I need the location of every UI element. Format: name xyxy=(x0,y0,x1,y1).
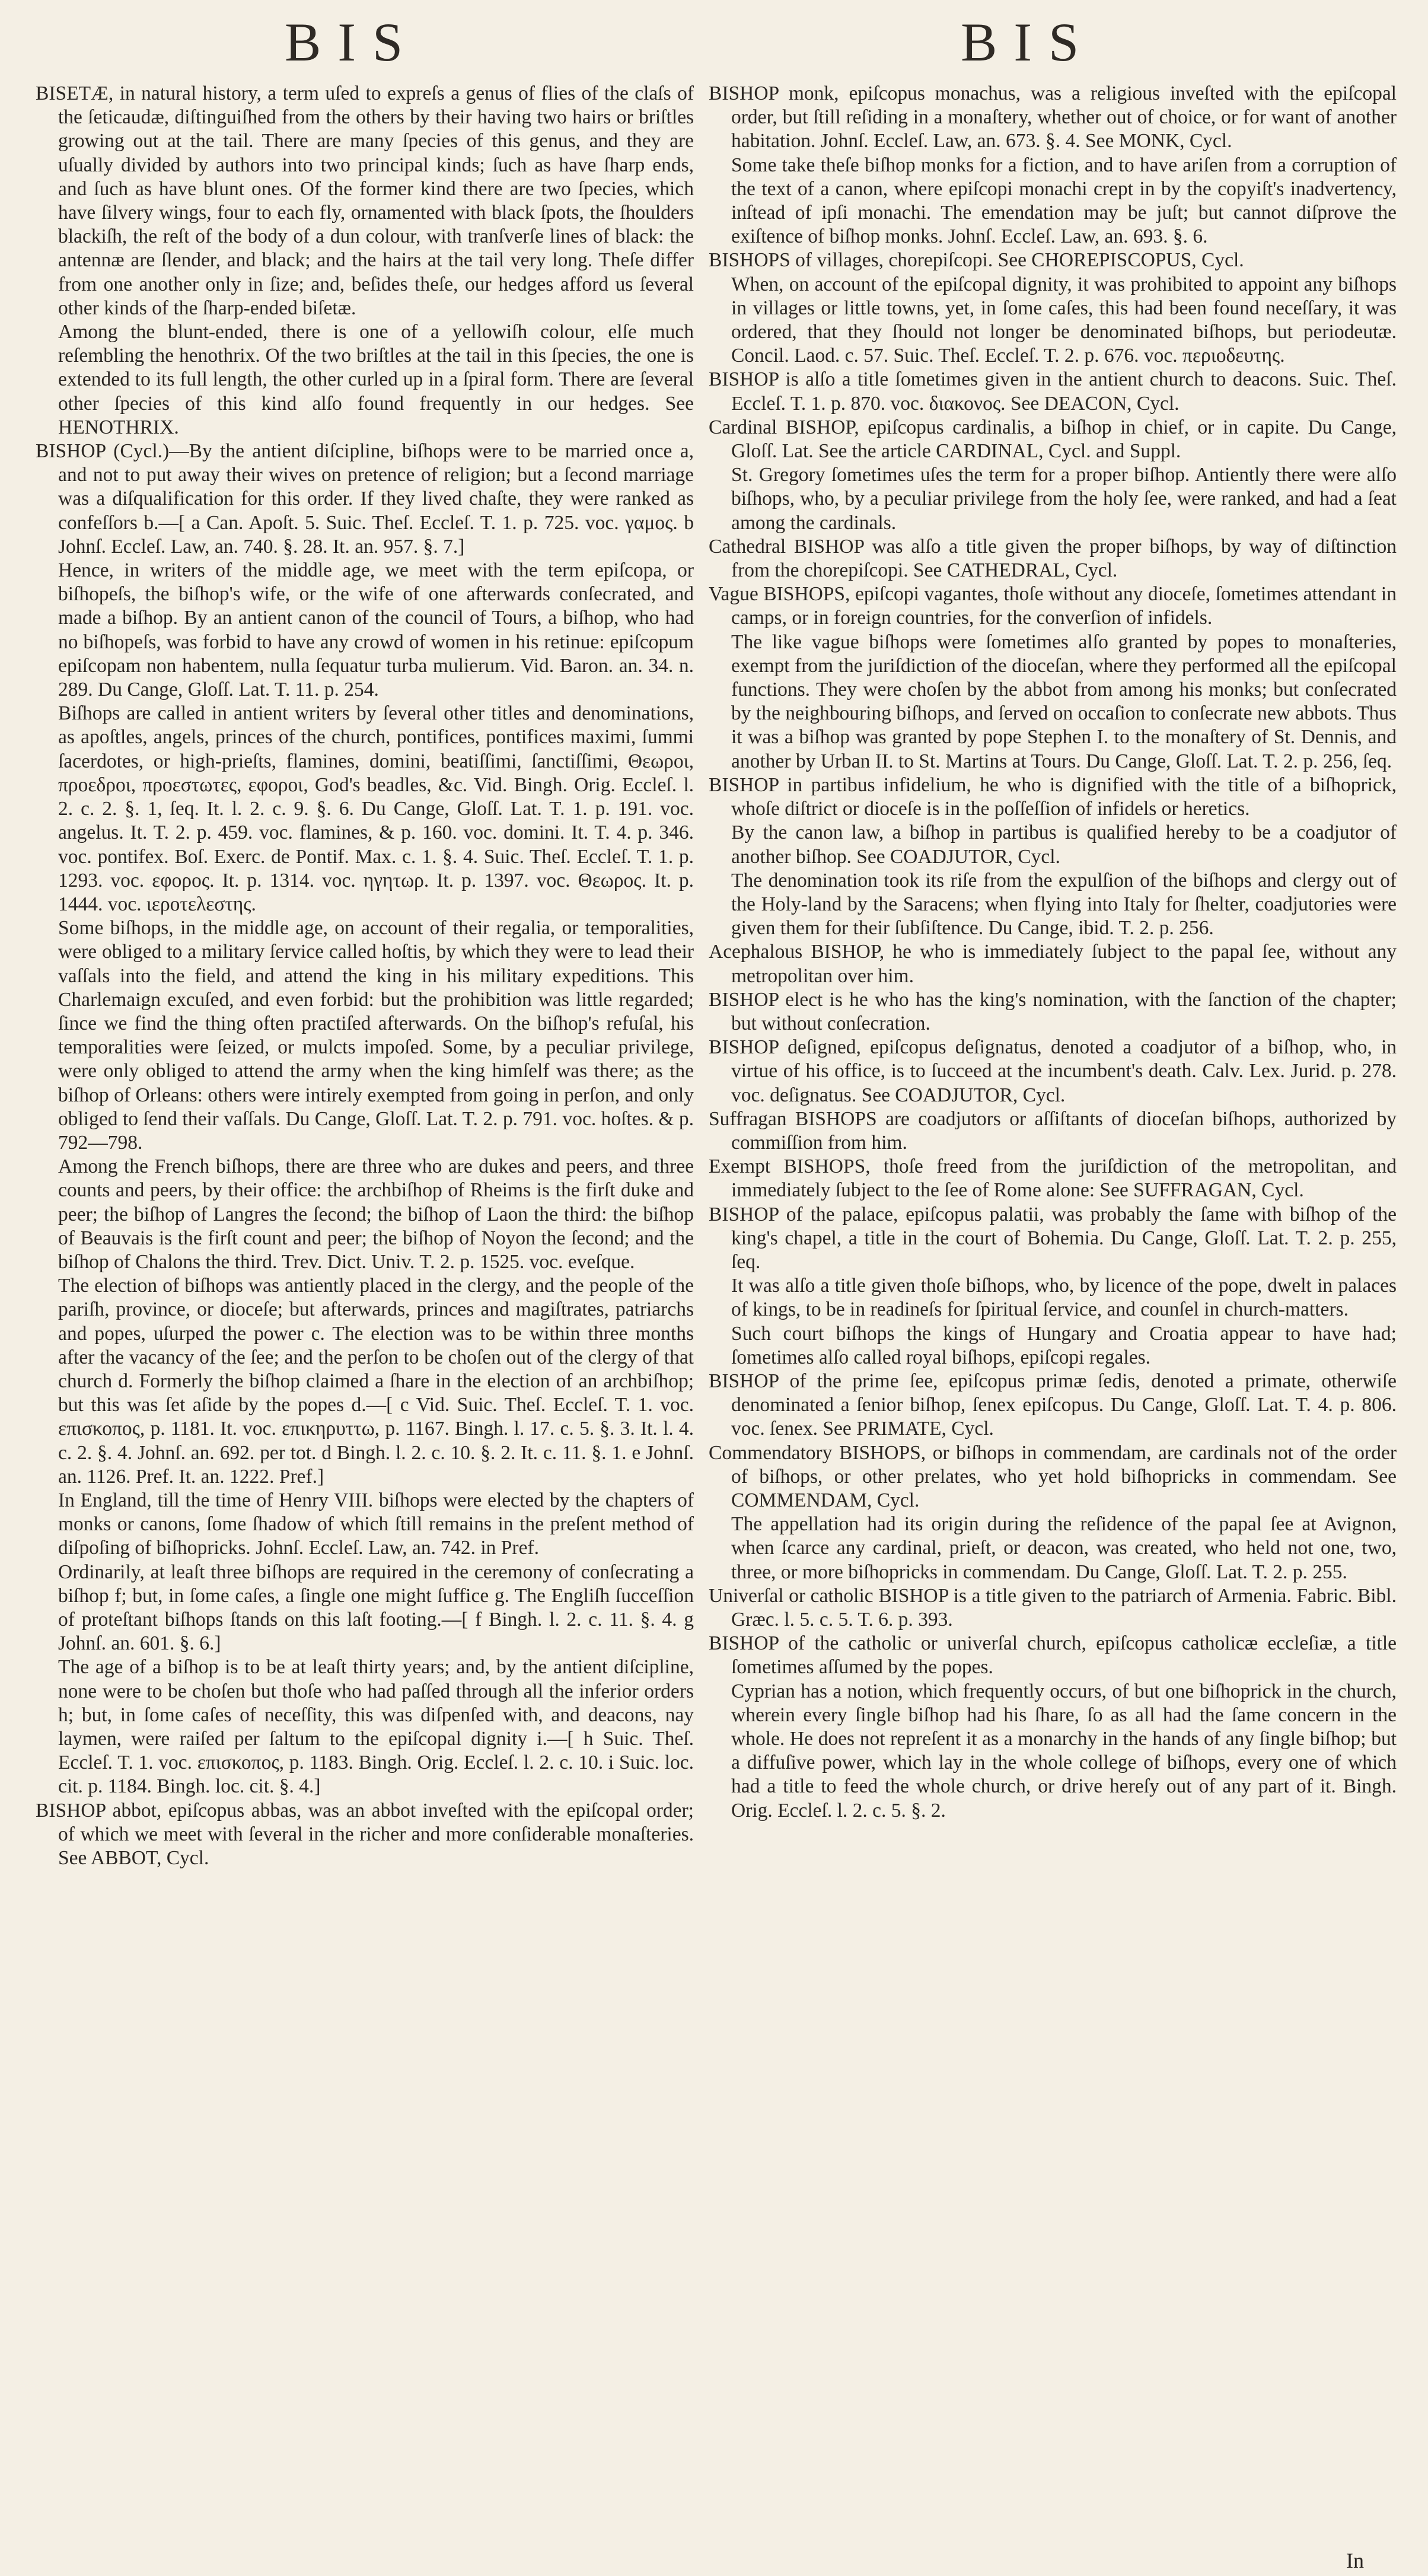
entry-paragraph: Among the blunt-ended, there is one of a yellowiſh colour, elſe much reſembling the henothrix. Of the two briſtles at the tail in this ſpecies, the one is extended to its full length, the other curled up in a ſpiral form. There are ſeveral other ſpecies of this kind alſo found frequently in our hedges. See HENOTHRIX. xyxy=(58,321,694,438)
dictionary-entry: Vague BISHOPS, epiſcopi vagantes, thoſe without any dioceſe, ſometimes attendant in camps, or in foreign countries, for the converſion of infidels. xyxy=(709,583,1397,629)
right-running-head: BIS xyxy=(961,12,1096,72)
entry-paragraph: Cyprian has a notion, which frequently occurs, of but one biſhoprick in the church, wherein every ſingle biſhop had his ſhare, ſo as all had the ſame concern in the whole. He does not repreſent it as a monarchy in the hands of any ſingle biſhop; but a diffuſive power, which lay in the whole college of biſhops, every one of which had a title to feed the whole church, or drive hereſy out of any part of it. Bingh. Orig. Eccleſ. l. 2. c. 5. §. 2. xyxy=(731,1680,1397,1822)
entry-paragraph: In England, till the time of Henry VIII. biſhops were elected by the chapters of monks or canons, ſome ſhadow of which ſtill remains in the preſent method of diſpoſing of biſhopricks. Johnſ. Eccleſ. Law, an. 742. in Pref. xyxy=(58,1489,694,1559)
dictionary-entry: BISHOP elect is he who has the king's nomination, with the ſanction of the chapter; but without conſecration. xyxy=(709,988,1397,1034)
dictionary-entry: Cathedral BISHOP was alſo a title given the proper biſhops, by way of diſtinction from the chorepiſcopi. See CATHEDRAL, Cycl. xyxy=(709,535,1397,582)
dictionary-entry: BISHOP monk, epiſcopus monachus, was a religious inveſted with the epiſcopal order, but ſtill reſiding in a monaſtery, whether out of choice, or for want of another habitation. Johnſ. Eccleſ. Law, an. 673. §. 4. See MONK, Cycl. xyxy=(709,82,1397,152)
entry-paragraph: Hence, in writers of the middle age, we meet with the term epiſcopa, or biſhopeſs, the biſhop's wife, or the wife of one afterwards conſecrated, and made a biſhop. By an antient canon of the council of Tours, a biſhop, who had no biſhopeſs, was forbid to have any crowd of women in his retinue: epiſcopum epiſcopam non habentem, nulla ſequatur turba mulierum. Vid. Baron. an. 34. n. 289. Du Cange, Gloſſ. Lat. T. 11. p. 254. xyxy=(58,559,694,701)
dictionary-entry: Commendatory BISHOPS, or biſhops in commendam, are cardinals not of the order of biſhops, or other prelates, who yet hold biſhopricks in commendam. See COMMENDAM, Cycl. xyxy=(709,1441,1397,1511)
entry-paragraph: The appellation had its origin during the reſidence of the papal ſee at Avignon, when ſcarce any cardinal, prieſt, or deacon, was created, who held not one, two, three, or more biſhopricks in commendam. Du Cange, Gloſſ. Lat. T. 2. p. 255. xyxy=(731,1513,1397,1583)
entry-paragraph: Some take theſe biſhop monks for a fiction, and to have ariſen from a corruption of the text of a canon, where epiſcopi monachi crept in by the copyiſt's inadvertency, inſtead of ipſi monachi. The emendation may be juſt; but cannot diſprove the exiſtence of biſhop monks. Johnſ. Eccleſ. Law, an. 693. §. 6. xyxy=(731,154,1397,248)
dictionary-entry: Cardinal BISHOP, epiſcopus cardinalis, a biſhop in chief, or in capite. Du Cange, Gloſſ. Lat. See the article CARDINAL, Cycl. and Suppl. xyxy=(709,416,1397,463)
dictionary-entry: BISHOP in partibus infidelium, he who is dignified with the title of a biſhoprick, whoſe diſtrict or dioceſe is in the poſſeſſion of infidels or heretics. xyxy=(709,773,1397,820)
dictionary-entry: BISHOPS of villages, chorepiſcopi. See CHOREPISCOPUS, Cycl. xyxy=(709,249,1244,272)
entry-paragraph: Among the French biſhops, there are three who are dukes and peers, and three counts and peers, by their office: the archbiſhop of Rheims is the firſt duke and peer; the biſhop of Langres the ſecond; the biſhop of Laon the third: the biſhop of Beauvais is the firſt count and peer; the biſhop of Noyon the ſecond; and the biſhop of Chalons the third. Trev. Dict. Univ. T. 2. p. 1525. voc. eveſque. xyxy=(58,1155,694,1273)
dictionary-entry: Acephalous BISHOP, he who is immediately ſubject to the papal ſee, without any metropolitan over him. xyxy=(709,941,1397,987)
dictionary-entry: BISHOP of the palace, epiſcopus palatii, was probably the ſame with biſhop of the king's chapel, a title in the court of Bohemia. Du Cange, Gloſſ. Lat. T. 2. p. 255, ſeq. xyxy=(709,1203,1397,1273)
dictionary-entry: BISHOP is alſo a title ſometimes given in the antient church to deacons. Suic. Theſ. Eccleſ. T. 1. p. 870. voc. διακονος. See DEACON, Cycl. xyxy=(709,368,1397,415)
dictionary-entry: BISHOP deſigned, epiſcopus deſignatus, denoted a coadjutor of a biſhop, who, in virtue of his office, is to ſucceed at the incumbent's death. Calv. Lex. Jurid. p. 278. voc. deſignatus. See COADJUTOR, Cycl. xyxy=(709,1036,1397,1106)
entry-paragraph: Biſhops are called in antient writers by ſeveral other titles and denominations, as apoſtles, angels, princes of the church, pontifices, pontifices maximi, ſummi ſacerdotes, or high-prieſts, flamines, domini, beatiſſimi, ſanctiſſimi, Θεωροι, προεδροι, προεστωτες, εφοροι, God's beadles, &c. Vid. Bingh. Orig. Eccleſ. l. 2. c. 2. §. 1, ſeq. It. l. 2. c. 9. §. 6. Du Cange, Gloſſ. Lat. T. 1. p. 191. voc. angelus. It. T. 2. p. 459. voc. flamines, & p. 160. voc. domini. It. T. 4. p. 346. voc. pontifex. Boſ. Exerc. de Pontif. Max. c. 1. §. 4. Suic. Theſ. Eccleſ. T. 1. p. 1293. voc. εφορος. It. p. 1314. voc. ηγητωρ. It. p. 1397. voc. Θεωρος. It. p. 1444. voc. ιεροτελεστης. xyxy=(58,702,694,915)
dictionary-entry: BISHOP abbot, epiſcopus abbas, was an abbot inveſted with the epiſcopal order; of which we meet with ſeveral in the richer and more conſiderable monaſteries. See ABBOT, Cycl. xyxy=(36,1799,694,1870)
entry-paragraph: By the canon law, a biſhop in partibus is qualified hereby to be a coadjutor of another biſhop. See COADJUTOR, Cycl. xyxy=(731,821,1397,868)
left-column xyxy=(36,82,694,1870)
dictionary-entry: BISHOP of the catholic or univerſal church, epiſcopus catholicæ eccleſiæ, a title ſometimes aſſumed by the popes. xyxy=(709,1632,1397,1679)
entry-paragraph: It was alſo a title given thoſe biſhops, who, by licence of the pope, dwelt in palaces of kings, to be in readineſs for ſpiritual ſervice, and counſel in church-matters. xyxy=(731,1275,1397,1321)
dictionary-entry: Univerſal or catholic BISHOP is a title given to the patriarch of Armenia. Fabric. Bibl. Græc. l. 5. c. 5. T. 6. p. 393. xyxy=(709,1584,1397,1631)
left-running-head: BIS xyxy=(285,12,420,72)
dictionary-entry: BISHOP (Cycl.)—By the antient diſcipline, biſhops were to be married once a, and not to put away their wives on pretence of religion; but a ſecond marriage was a diſqualification for this order. If they lived chaſte, they were ranked as confeſſors b.—[ a Can. Apoſt. 5. Suic. Theſ. Eccleſ. T. 1. p. 725. voc. γαμος. b Johnſ. Eccleſ. Law, an. 740. §. 28. It. an. 957. §. 7.] xyxy=(36,440,694,558)
entry-paragraph: Such court biſhops the kings of Hungary and Croatia appear to have had; ſometimes alſo called royal biſhops, epiſcopi regales. xyxy=(731,1322,1397,1368)
entry-paragraph: The election of biſhops was antiently placed in the clergy, and the people of the pariſh, province, or dioceſe; but afterwards, princes and magiſtrates, patriarchs and popes, uſurped the power c. The election was to be within three months after the vacancy of the ſee; and the perſon to be choſen out of the clergy of that church d. Formerly the biſhop claimed a ſhare in the election of an archbiſhop; but this was ſet aſide by the popes d.—[ c Vid. Suic. Theſ. Eccleſ. T. 1. voc. επισκοπος, p. 1181. It. voc. επικηρυττω, p. 1167. Bingh. l. 17. c. 5. §. 3. It. l. 4. c. 2. §. 4. Johnſ. an. 692. per tot. d Bingh. l. 2. c. 10. §. 2. It. c. 11. §. 1. e Johnſ. an. 1126. Pref. It. an. 1222. Pref.] xyxy=(58,1275,694,1488)
dictionary-entry: BISHOP of the prime ſee, epiſcopus primæ ſedis, denoted a primate, otherwiſe denominated a ſenior biſhop, ſenex epiſcopus. Du Cange, Gloſſ. Lat. T. 4. p. 806. voc. ſenex. See PRIMATE, Cycl. xyxy=(709,1370,1397,1440)
catchword: In xyxy=(1346,2549,1364,2572)
entry-paragraph: Ordinarily, at leaſt three biſhops are required in the ceremony of conſecrating a biſhop f; but, in ſome caſes, a ſingle one might ſuffice g. The Engliſh ſucceſſion of proteſtant biſhops ſtands on this laſt footing.—[ f Bingh. l. 2. c. 11. §. 4. g Johnſ. an. 601. §. 6.] xyxy=(58,1561,694,1655)
right-column xyxy=(709,82,1397,1823)
entry-paragraph: Some biſhops, in the middle age, on account of their regalia, or temporalities, were obliged to a military ſervice called hoſtis, by which they were to lead their vaſſals into the field, and attend the king in his military expeditions. This Charlemaign excuſed, and even forbid: but the prohibition was little regarded; ſince we find the thing often practiſed afterwards. On the biſhop's refuſal, his temporalities were ſeized, or mulcts impoſed. Some, by a peculiar privilege, were only obliged to attend the army when the king himſelf was there; as the biſhop of Orleans: others were intirely exempted from going in perſon, and only obliged to ſend their vaſſals. Du Cange, Gloſſ. Lat. T. 2. p. 791. voc. hoſtes. & p. 792—798. xyxy=(58,917,694,1154)
entry-paragraph: The age of a biſhop is to be at leaſt thirty years; and, by the antient diſcipline, none were to be choſen but thoſe who had paſſed through all the inferior orders h; but, in ſome caſes of neceſſity, this was diſpenſed with, and deacons, nay laymen, were raiſed per ſaltum to the epiſcopal dignity i.—[ h Suic. Theſ. Eccleſ. T. 1. voc. επισκοπος, p. 1183. Bingh. Orig. Eccleſ. l. 2. c. 10. i Suic. loc. cit. p. 1184. Bingh. loc. cit. §. 4.] xyxy=(58,1656,694,1798)
entry-paragraph: St. Gregory ſometimes uſes the term for a proper biſhop. Antiently there were alſo biſhops, who, by a peculiar privilege from the holy ſee, were ranked, and had a ſeat among the cardinals. xyxy=(731,464,1397,534)
dictionary-entry: BISETÆ, in natural history, a term uſed to expreſs a genus of flies of the claſs of the ſeticaudæ, diſtinguiſhed from the others by their having two hairs or briſtles growing out at the tail. There are many ſpecies of this genus, and they are uſually divided by authors into two principal kinds; ſuch as have ſharp ends, and ſuch as have blunt ones. Of the former kind there are two ſpecies, which have ſilvery wings, four to each fly, ornamented with black ſpots, the ſhoulders blackiſh, the reſt of the body of a dun colour, with tranſverſe lines of black: the antennæ are ſlender, and black; and the hairs at the tail very long. Theſe differ from one another only in ſize; and, beſides theſe, our hedges afford us ſeveral other kinds of the ſharp-ended biſetæ. xyxy=(36,82,694,319)
entry-paragraph: When, on account of the epiſcopal dignity, it was prohibited to appoint any biſhops in villages or little towns, yet, in ſome caſes, this had been found neceſſary, it was ordered, that they ſhould not longer be denominated biſhops, but periodeutæ. Concil. Laod. c. 57. Suic. Theſ. Eccleſ. T. 2. p. 676. voc. περιοδευτης. xyxy=(731,273,1397,367)
dictionary-entry: Exempt BISHOPS, thoſe freed from the juriſdiction of the metropolitan, and immediately ſubject to the ſee of Rome alone: See SUFFRAGAN, Cycl. xyxy=(709,1155,1397,1202)
entry-paragraph: The like vague biſhops were ſometimes alſo granted by popes to monaſteries, exempt from the juriſdiction of the dioceſan, where they performed all the epiſcopal functions. They were choſen by the abbot from among his monks; but conſecrated by the neighbouring biſhops, and ſerved on occaſion to conſecrate new abbots. Thus it was a biſhop was granted by pope Stephen I. to the monaſtery of St. Dennis, and another by Urban II. to St. Martins at Tours. Du Cange, Gloſſ. Lat. T. 2. p. 256, ſeq. xyxy=(731,631,1397,772)
entry-paragraph: The denomination took its riſe from the expulſion of the biſhops and clergy out of the Holy-land by the Saracens; when flying into Italy for ſhelter, coadjutories were given them for their ſubſiſtence. Du Cange, ibid. T. 2. p. 256. xyxy=(731,869,1397,940)
dictionary-entry: Suffragan BISHOPS are coadjutors or aſſiſtants of dioceſan biſhops, authorized by commiſſion from him. xyxy=(709,1107,1397,1154)
